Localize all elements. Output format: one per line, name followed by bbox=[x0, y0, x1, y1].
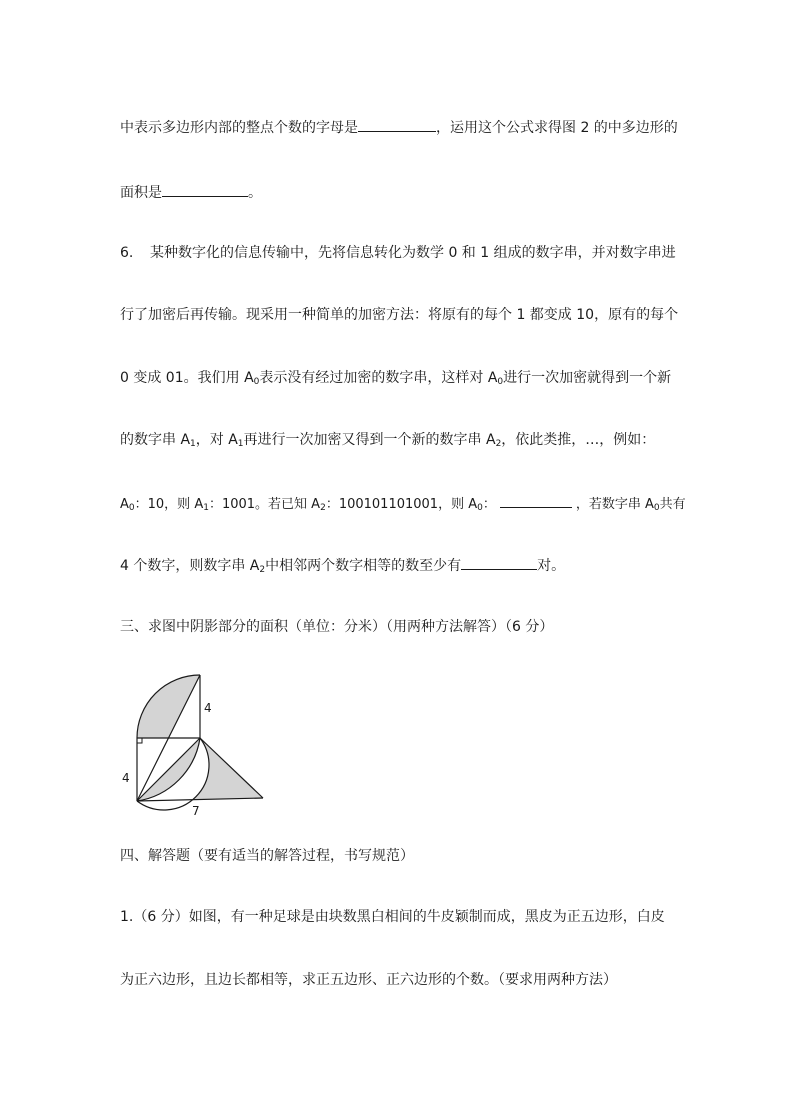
text: ：100101101001，则 A bbox=[325, 497, 478, 512]
subscript: 2 bbox=[259, 565, 266, 575]
subscript: 0 bbox=[253, 377, 260, 387]
text: ，对 A bbox=[195, 432, 238, 448]
subscript: 1 bbox=[237, 439, 244, 449]
text: 进行一次加密就得到一个新 bbox=[503, 370, 672, 386]
label-bottom: 7 bbox=[192, 804, 200, 818]
text-line-1 bbox=[120, 117, 680, 138]
text-line-11 bbox=[120, 907, 680, 927]
section-heading-4 bbox=[120, 846, 680, 866]
text-line-2 bbox=[120, 182, 680, 203]
text: 中表示多边形内部的整点个数的字母是 bbox=[120, 120, 358, 136]
text: 的数字串 A bbox=[120, 432, 191, 448]
label-top: 4 bbox=[204, 701, 212, 715]
text: 4 个数字，则数字串 A bbox=[120, 558, 260, 574]
text: 共有 bbox=[659, 497, 686, 512]
text: ，依此类推，…，例如： bbox=[501, 432, 656, 448]
text-line-3 bbox=[120, 243, 680, 263]
text-line-4 bbox=[120, 305, 680, 325]
question-number: 6. bbox=[120, 245, 134, 261]
subscript: 1 bbox=[190, 439, 196, 449]
text: A bbox=[120, 497, 129, 512]
text: 为正六边形，且边长都相等，求正五边形、正六边形的个数。（要求用两种方法） bbox=[120, 972, 617, 988]
answer-blank[interactable] bbox=[461, 555, 537, 570]
text: 。 bbox=[248, 185, 262, 201]
subscript: 1 bbox=[203, 503, 209, 513]
subscript: 2 bbox=[320, 503, 326, 513]
text: 某种数字化的信息传输中，先将信息转化为数学 0 和 1 组成的数字串，并对数字串进 bbox=[150, 245, 676, 261]
text: ，若数字串 A bbox=[575, 497, 654, 512]
text: 再进行一次加密又得到一个新的数字串 A bbox=[243, 432, 496, 448]
text-line-12 bbox=[120, 970, 680, 990]
text: 中相邻两个数字相等的数至少有 bbox=[265, 558, 462, 574]
text: ：10，则 A bbox=[134, 497, 204, 512]
text: ： bbox=[482, 497, 496, 512]
text: 表示没有经过加密的数字串，这样对 A bbox=[259, 370, 498, 386]
geometry-figure bbox=[110, 665, 280, 825]
text: 四、解答题（要有适当的解答过程，书写规范） bbox=[120, 848, 414, 864]
subscript: 0 bbox=[497, 377, 504, 387]
text-line-5 bbox=[120, 368, 680, 388]
subscript: 0 bbox=[477, 503, 483, 513]
text: 三、求图中阴影部分的面积（单位：分米）（用两种方法解答）（6 分） bbox=[120, 619, 554, 635]
answer-blank[interactable] bbox=[358, 117, 436, 132]
text: 对。 bbox=[537, 558, 566, 574]
subscript: 0 bbox=[653, 503, 660, 513]
text-line-6 bbox=[120, 430, 680, 450]
text: 1.（6 分）如图，有一种足球是由块数黑白相间的牛皮颖制而成，黑皮为正五边形，白皮 bbox=[120, 909, 665, 925]
subscript: 2 bbox=[495, 439, 502, 449]
text: 0 变成 01。我们用 A bbox=[120, 370, 254, 386]
text: ：1001。若已知 A bbox=[208, 497, 321, 512]
answer-blank[interactable] bbox=[162, 182, 248, 197]
section-heading-3 bbox=[120, 617, 680, 637]
text: 行了加密后再传输。现采用一种简单的加密方法：将原有的每个 1 都变成 10，原有的每个 bbox=[120, 307, 679, 323]
subscript: 0 bbox=[128, 503, 135, 513]
text-line-8 bbox=[120, 555, 680, 576]
text: ，运用这个公式求得图 2 的中多边形的 bbox=[436, 120, 678, 136]
text-line-7 bbox=[120, 493, 686, 515]
label-left: 4 bbox=[122, 771, 130, 785]
text: 面积是 bbox=[120, 185, 162, 201]
answer-blank[interactable] bbox=[500, 493, 572, 508]
